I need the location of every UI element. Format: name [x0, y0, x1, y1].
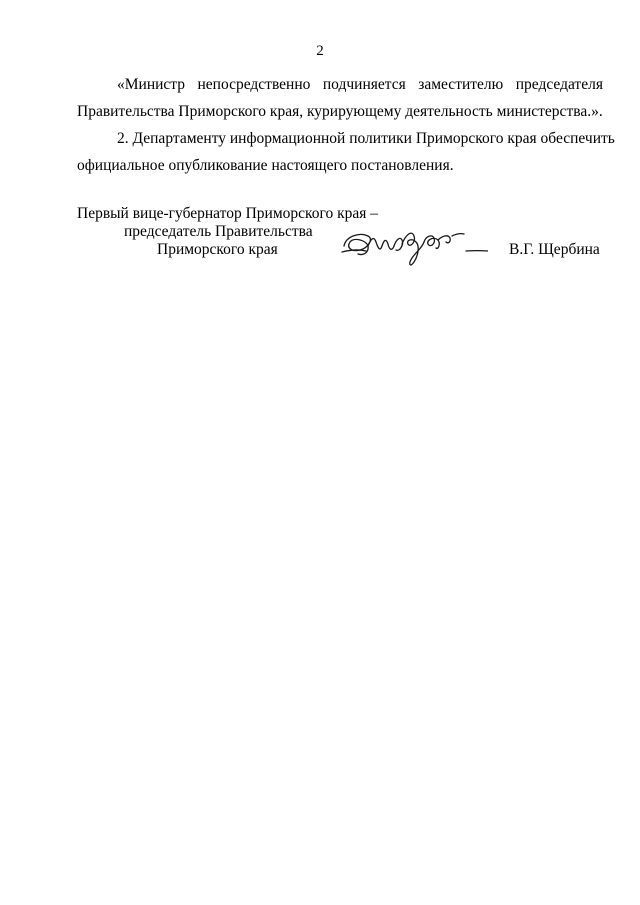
paragraph-1-word: заместителю	[418, 76, 504, 93]
signatory-position-line-2: председатель Правительства	[124, 223, 313, 240]
signatory-position-line-3: Приморского края	[157, 241, 278, 258]
signatory-position-line-1: Первый вице-губернатор Приморского края –	[77, 205, 379, 222]
signatory-name: В.Г. Щербина	[509, 241, 600, 258]
paragraph-1-line-2: Правительства Приморского края, курирующему деятельность министерства.».	[77, 103, 603, 120]
paragraph-1-word: непосредственно	[197, 76, 311, 93]
paragraph-1-word: председателя	[515, 76, 603, 93]
paragraph-1-word: подчиняется	[322, 76, 406, 93]
paragraph-1-word: «Министр	[117, 76, 186, 93]
page-number: 2	[316, 43, 324, 59]
paragraph-2-line-1: 2. Департаменту информационной политики Приморского края обеспечить	[117, 130, 615, 147]
handwritten-signature	[338, 224, 488, 274]
paragraph-1-line-1	[117, 76, 603, 94]
paragraph-2-line-2: официальное опубликование настоящего постановления.	[77, 157, 454, 174]
justified-line	[117, 76, 603, 94]
